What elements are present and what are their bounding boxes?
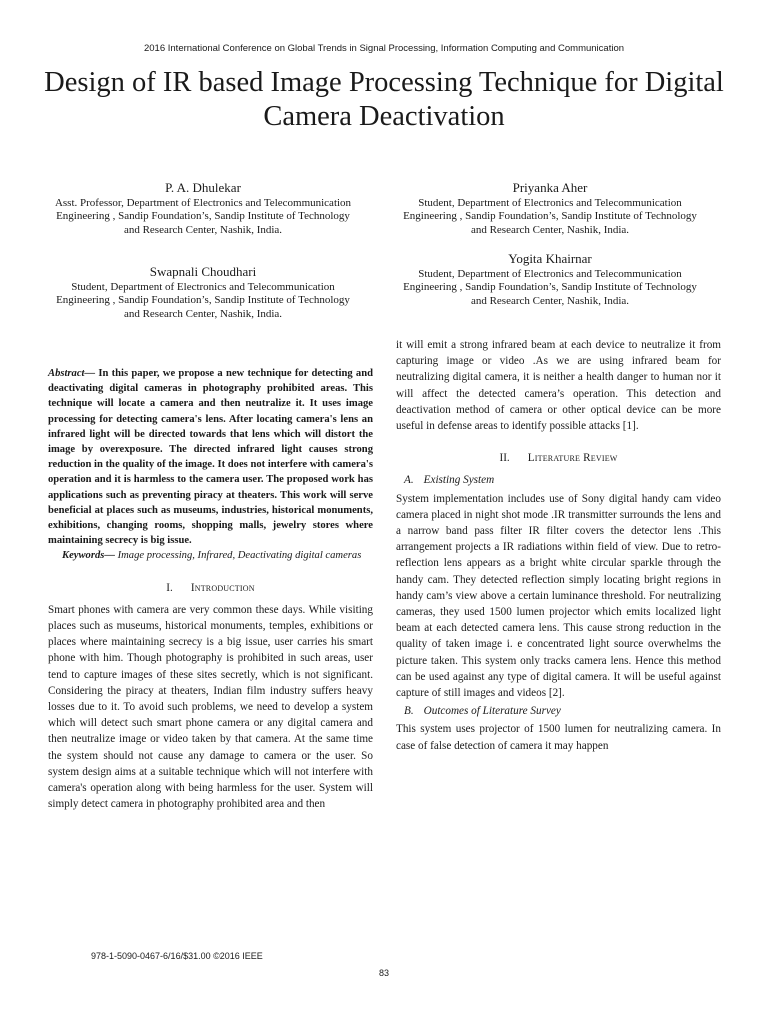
- outcomes-paragraph: This system uses projector of 1500 lumen for neutralizing camera. In case of false detection of camera it may happen: [396, 723, 721, 752]
- abstract-text: In this paper, we propose a new technique for detecting and deactivating digital cameras in photography prohibited areas. This technique will locate a camera and then neutralize it. It uses image processing for detecting camera's lens. After locating camera's lens an infrared light will be directed towards that lens which will distort the image by overexposure. The directed infrared light causes strong reduction in the quality of the image. It does not interfere with camera's operation and it is harmless to the camera user. The proposed work has applications such as preventing piracy at theaters. This work will serve beneficial at places such as museums, industries, historical monuments, exhibitions, changing rooms, shopping malls, jewelry stores where maintaining secrecy is big issue.: [48, 368, 373, 547]
- section-heading-introduction: [48, 580, 373, 596]
- section-title: Literature Review: [527, 452, 618, 465]
- page-number: 83: [378, 968, 389, 978]
- section-number: I.: [166, 581, 173, 594]
- author-block: [48, 180, 358, 237]
- author-block: [400, 251, 700, 308]
- keywords-lead: Keywords—: [62, 550, 115, 562]
- author-name: Priyanka Aher: [512, 180, 588, 195]
- subsection-title: Existing System: [423, 474, 495, 487]
- subsection-number: A.: [404, 474, 414, 487]
- introduction-paragraph-continued: it will emit a strong infrared beam at each device to neutralize it from capturing image or video .As we are using infrared beam for neutralizing digital camera, it is neither a health danger to human nor it will affect the detected camera’s operation. This detection and deactivation method of camera or other optical device can be more useful in defense areas to identify possible attacks [1].: [396, 339, 721, 433]
- section-number: II.: [499, 452, 510, 465]
- footer-isbn: 978-1-5090-0467-6/16/$31.00 ©2016 IEEE: [91, 951, 263, 961]
- subsection-title: Outcomes of Literature Survey: [423, 705, 561, 718]
- author-name: P. A. Dhulekar: [165, 180, 241, 195]
- subsection-heading-outcomes: [404, 703, 721, 719]
- keywords: [48, 548, 373, 563]
- abstract: [48, 366, 373, 548]
- author-affiliation: Student, Department of Electronics and Telecommunication Engineering , Sandip Foundation’s, Sandip Institute of Technology and Research Center, Nashik, India.: [56, 281, 350, 320]
- section-heading-literature-review: [396, 450, 721, 466]
- left-column: [48, 366, 373, 812]
- author-affiliation: Student, Department of Electronics and Telecommunication Engineering , Sandip Foundation’s, Sandip Institute of Technology and Research Center, Nashik, India.: [403, 268, 697, 307]
- existing-system-paragraph: System implementation includes use of Sony digital handy cam video camera placed in night shot mode .IR transmitter surrounds the lens and a narrow band pass filter IR filter covers the detector lens .This arrangement projects a IR radiations within field of view. Due to retro-reflection lens appears as a bright white circular sparkle through the handy cam. They detected reflection simply locating bright regions in handy cam’s view above a certain luminance threshold. For neutralizing cameras, they used 1500 lumen projector which emits localized light beam at each detected camera lens. This cause strong reduction in the quality of taken image i. e concentrated light source overwhelms the picture taken. This system only tracks camera lens. Hence this method can be used against any type of digital camera. It will be useful against capture of still images and videos [2].: [396, 492, 721, 700]
- author-block: [400, 180, 700, 237]
- keywords-text: Image processing, Infrared, Deactivating digital cameras: [114, 550, 362, 562]
- paper-title: Design of IR based Image Processing Technique for Digital Camera Deactivation: [44, 67, 724, 132]
- subsection-heading-existing-system: [404, 472, 721, 488]
- author-name: Swapnali Choudhari: [149, 264, 257, 279]
- conference-header: 2016 International Conference on Global Trends in Signal Processing, Information Computing and Communication: [143, 43, 625, 54]
- abstract-lead: Abstract—: [48, 368, 96, 379]
- subsection-number: B.: [404, 705, 414, 718]
- right-column: [396, 337, 721, 754]
- author-affiliation: Asst. Professor, Department of Electronics and Telecommunication Engineering , Sandip Foundation’s, Sandip Institute of Technology and Research Center, Nashik, India.: [54, 197, 352, 236]
- author-name: Yogita Khairnar: [508, 251, 592, 266]
- author-affiliation: Student, Department of Electronics and Telecommunication Engineering , Sandip Foundation’s, Sandip Institute of Technology and Research Center, Nashik, India.: [403, 197, 697, 236]
- author-block: [48, 264, 358, 321]
- introduction-paragraph: Smart phones with camera are very common these days. While visiting places such as museums, historical monuments, temples, exhibitions or places where maintaining secrecy is a big issue, user carries his smart phone with him. Though photography is prohibited in such areas, user tend to capture images of these sites secretly, which is not significant. Considering the piracy at theaters, Indian film industry suffers heavy losses due to it. To avoid such problems, we need to develop a system which will detect such smart phone camera or any digital camera and then neutralize image or video taken by that camera. At the same time the system should not cause any damage to camera or the user. So system design aims at a suitable technique which will not interfere with camera's operation along with being harmless for the user. System will simply detect camera in photography prohibited area and then: [48, 603, 373, 811]
- section-title: Introduction: [190, 581, 255, 594]
